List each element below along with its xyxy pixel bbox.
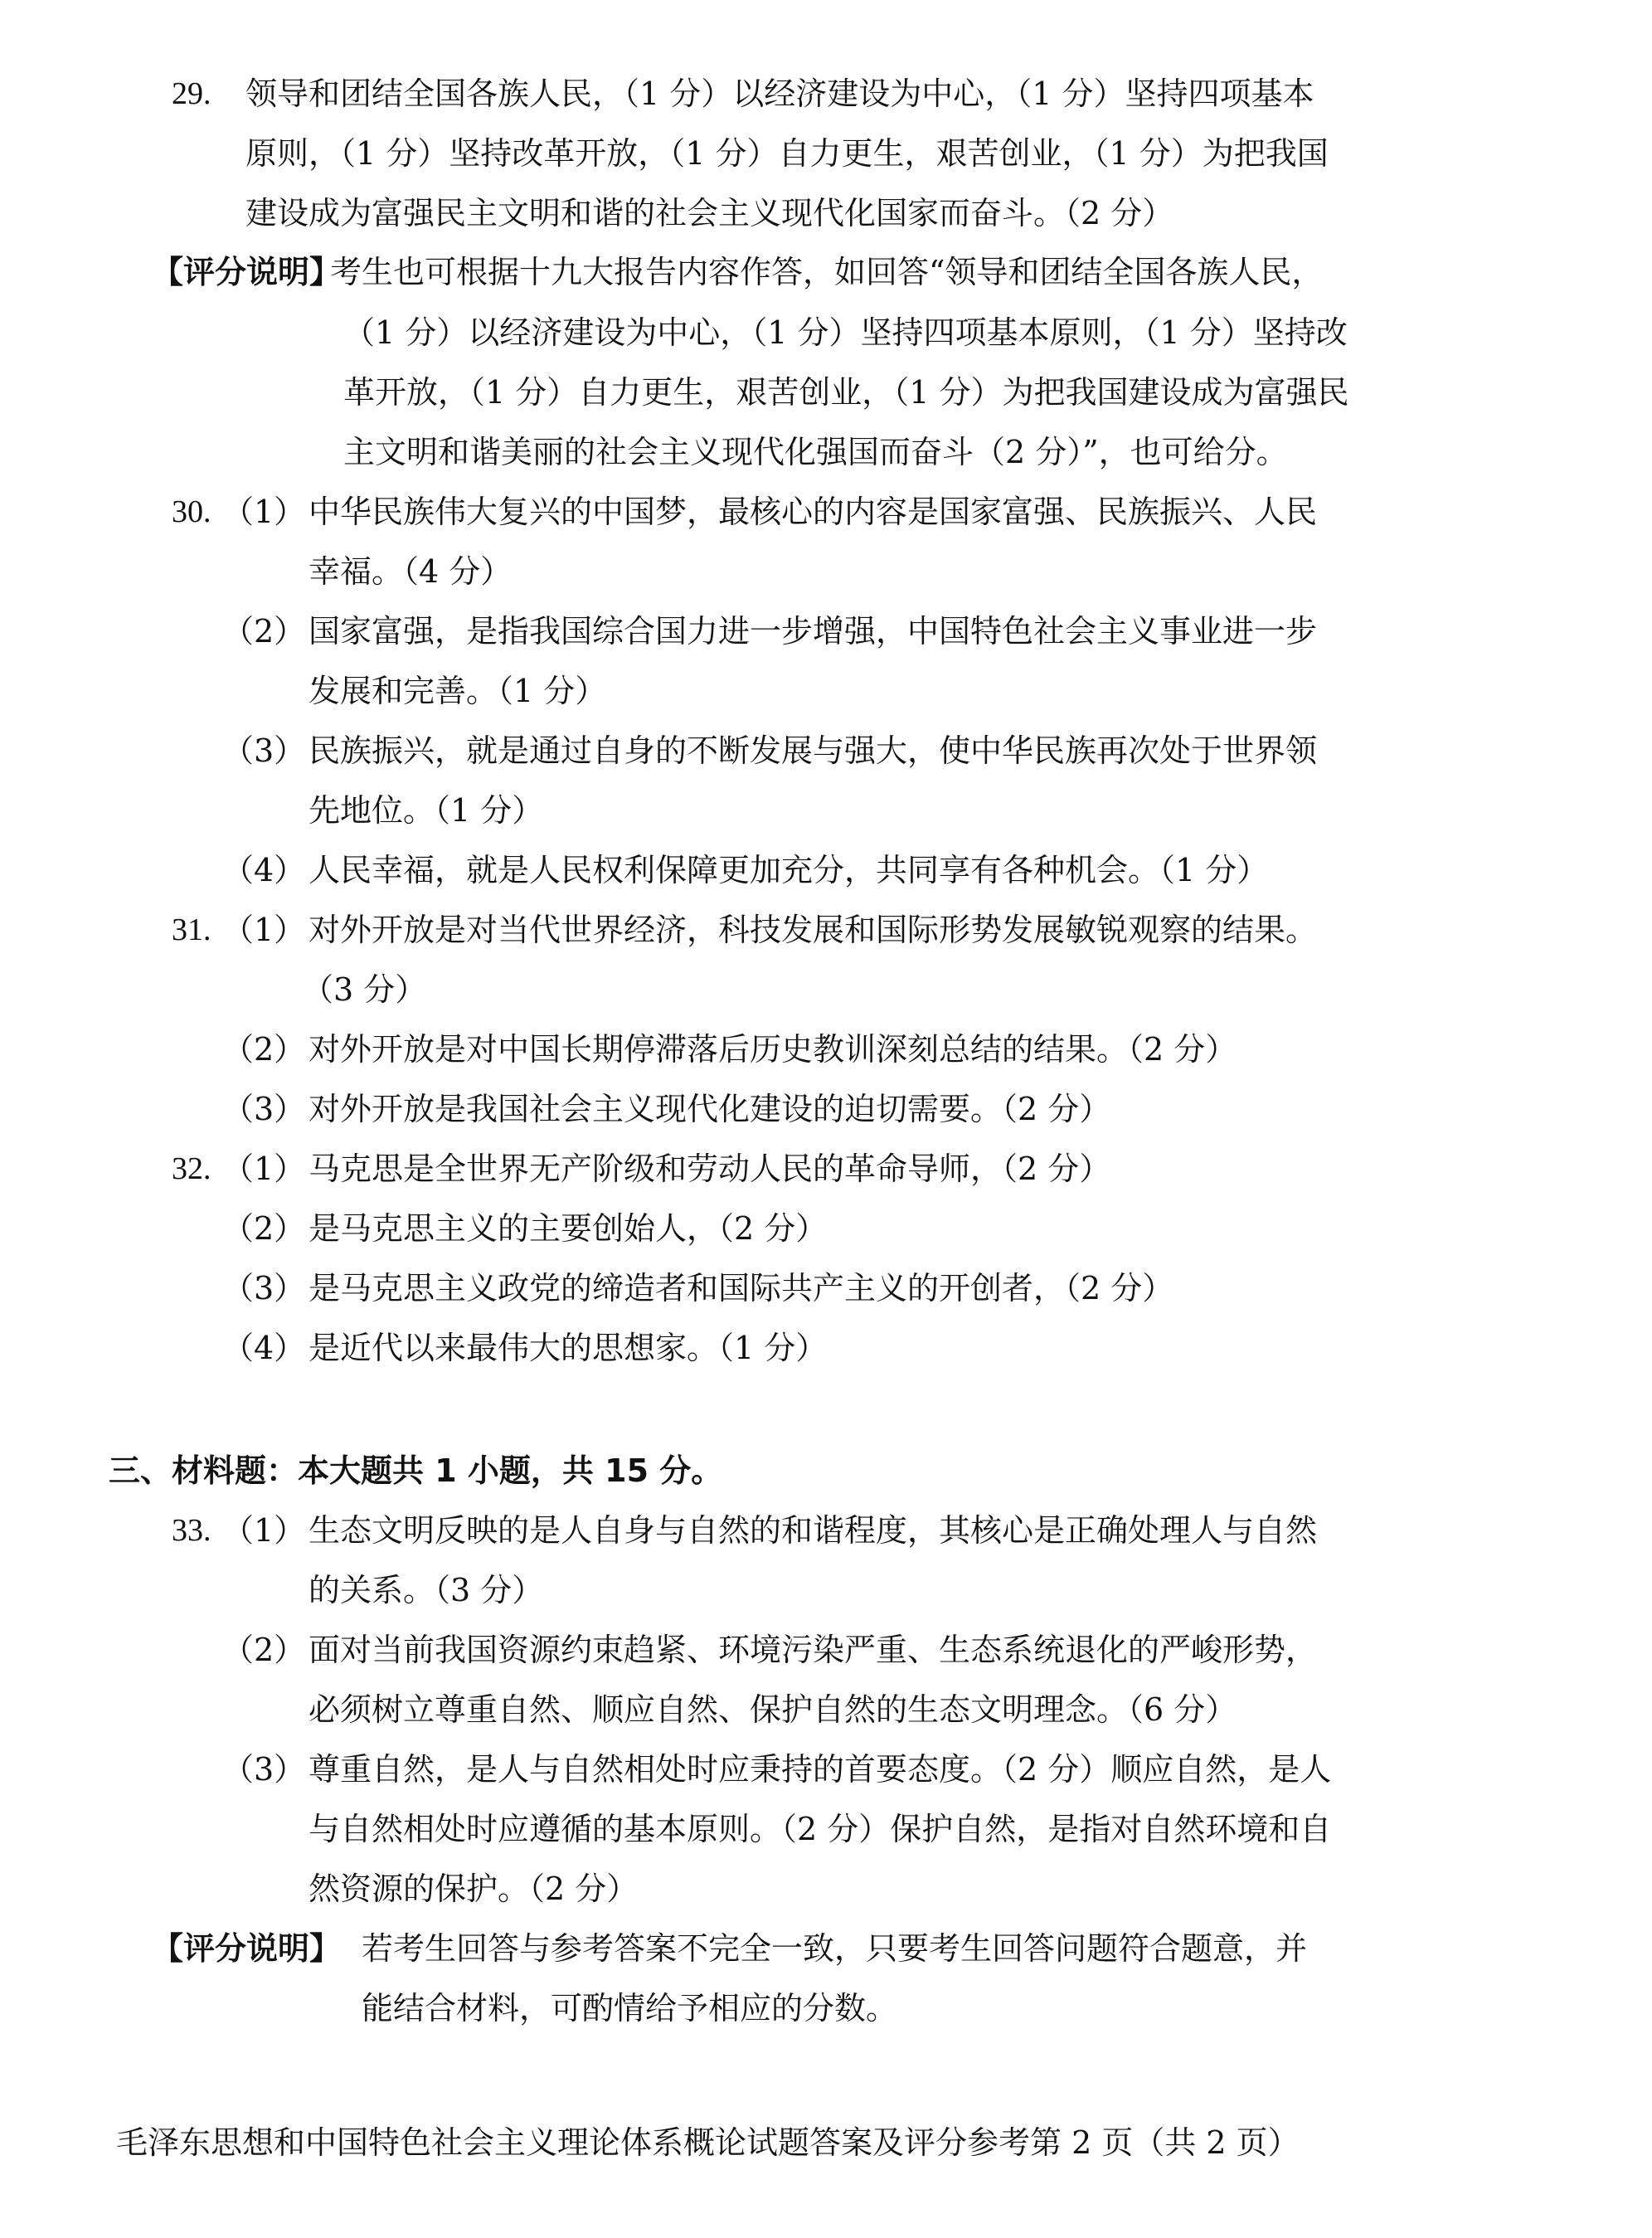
q30-item-1-line-2: 幸福。（4 分） <box>309 553 513 590</box>
q31-item-1-line-2: （3 分） <box>302 971 427 1008</box>
q30-item-2-line-1: 国家富强，是指我国综合国力进一步增强，中国特色社会主义事业进一步 <box>309 613 1318 650</box>
q33-item-2-line-2: 必须树立尊重自然、顺应自然、保护自然的生态文明理念。（6 分） <box>309 1691 1237 1728</box>
q32-item-4-line-1: 是近代以来最伟大的思想家。（1 分） <box>309 1330 828 1366</box>
q30-item-3-line-1: 民族振兴，就是通过自身的不断发展与强大，使中华民族再次处于世界领 <box>309 732 1318 769</box>
q29-line-2: 原则，（1 分）坚持改革开放，（1 分）自力更生，艰苦创业，（1 分）为把我国 <box>245 135 1329 172</box>
q30-item-1-label: （1） <box>222 494 306 530</box>
watermark: ​ <box>122 252 143 290</box>
q33-item-3-label: （3） <box>222 1751 306 1788</box>
q33-item-3-line-1: 尊重自然，是人与自然相处时应秉持的首要态度。（2 分）顺应自然，是人 <box>309 1751 1332 1788</box>
q31-item-1-label: （1） <box>222 912 306 948</box>
q29-number: 29. <box>172 76 211 111</box>
q33-item-2-line-1: 面对当前我国资源约束趋紧、环境污染严重、生态系统退化的严峻形势， <box>309 1632 1318 1668</box>
page-footer: 毛泽东思想和中国特色社会主义理论体系概论试题答案及评分参考第 2 页（共 2 页） <box>116 2124 1300 2161</box>
q30-item-2-label: （2） <box>222 613 306 650</box>
q29-note-line-3: 革开放，（1 分）自力更生，艰苦创业，（1 分）为把我国建设成为富强民 <box>343 374 1349 411</box>
q33-number: 33. <box>172 1513 211 1548</box>
q33-item-3-line-3: 然资源的保护。（2 分） <box>309 1871 639 1907</box>
q29-note-line-4: 主文明和谐美丽的社会主义现代化强国而奋斗（2 分）”，也可给分。 <box>343 434 1288 470</box>
q30-number: 30. <box>172 494 211 529</box>
q32-item-1-label: （1） <box>222 1151 306 1187</box>
q32-item-1-line-1: 马克思是全世界无产阶级和劳动人民的革命导师，（2 分） <box>309 1151 1111 1187</box>
q31-item-1-line-1: 对外开放是对当代世界经济，科技发展和国际形势发展敏锐观察的结果。 <box>309 912 1318 948</box>
q30-item-3-line-2: 先地位。（1 分） <box>309 792 544 829</box>
section3-title: 三、材料题：本大题共 1 小题，共 15 分。 <box>109 1452 723 1489</box>
q32-item-3-label: （3） <box>222 1270 306 1306</box>
q31-item-2-line-1: 对外开放是对中国长期停滞落后历史教训深刻总结的结果。（2 分） <box>309 1031 1237 1068</box>
q31-item-2-label: （2） <box>222 1031 306 1068</box>
q31-item-3-line-1: 对外开放是我国社会主义现代化建设的迫切需要。（2 分） <box>309 1091 1111 1127</box>
q29-line-3: 建设成为富强民主文明和谐的社会主义现代化国家而奋斗。（2 分） <box>245 195 1174 231</box>
q30-item-4-line-1: 人民幸福，就是人民权利保障更加充分，共同享有各种机会。（1 分） <box>309 852 1269 888</box>
q29-note-line-1: 考生也可根据十九大报告内容作答，如回答“领导和团结全国各族人民， <box>330 254 1324 290</box>
q33-item-1-line-2: 的关系。（3 分） <box>309 1572 544 1608</box>
q32-item-3-line-1: 是马克思主义政党的缔造者和国际共产主义的开创者，（2 分） <box>309 1270 1174 1306</box>
q33-item-3-line-2: 与自然相处时应遵循的基本原则。（2 分）保护自然，是指对自然环境和自 <box>309 1811 1332 1847</box>
q31-number: 31. <box>172 912 211 947</box>
q29-note-line-2: （1 分）以经济建设为中心，（1 分）坚持四项基本原则，（1 分）坚持改 <box>343 314 1348 351</box>
q30-item-1-line-1: 中华民族伟大复兴的中国梦，最核心的内容是国家富强、民族振兴、人民 <box>309 494 1318 530</box>
q30-item-2-line-2: 发展和完善。（1 分） <box>309 673 607 709</box>
q32-item-2-label: （2） <box>222 1210 306 1247</box>
q33-note-label: 【评分说明】 <box>152 1930 342 1967</box>
q29-line-1: 领导和团结全国各族人民，（1 分）以经济建设为中心，（1 分）坚持四项基本 <box>245 75 1314 112</box>
q32-item-4-label: （4） <box>222 1330 306 1366</box>
q33-item-1-label: （1） <box>222 1512 306 1549</box>
q31-item-3-label: （3） <box>222 1091 306 1127</box>
q33-note-line-2: 能结合材料，可酌情给予相应的分数。 <box>362 1990 898 2026</box>
q32-item-2-line-1: 是马克思主义的主要创始人，（2 分） <box>309 1210 828 1247</box>
q33-note-line-1: 若考生回答与参考答案不完全一致，只要考生回答问题符合题意，并 <box>362 1930 1308 1967</box>
q33-item-1-line-1: 生态文明反映的是人自身与自然的和谐程度，其核心是正确处理人与自然 <box>309 1512 1318 1549</box>
q30-item-3-label: （3） <box>222 732 306 769</box>
q29-note-label: 【评分说明】 <box>152 254 342 290</box>
q30-item-4-label: （4） <box>222 852 306 888</box>
q33-item-2-label: （2） <box>222 1632 306 1668</box>
q32-number: 32. <box>172 1151 211 1186</box>
